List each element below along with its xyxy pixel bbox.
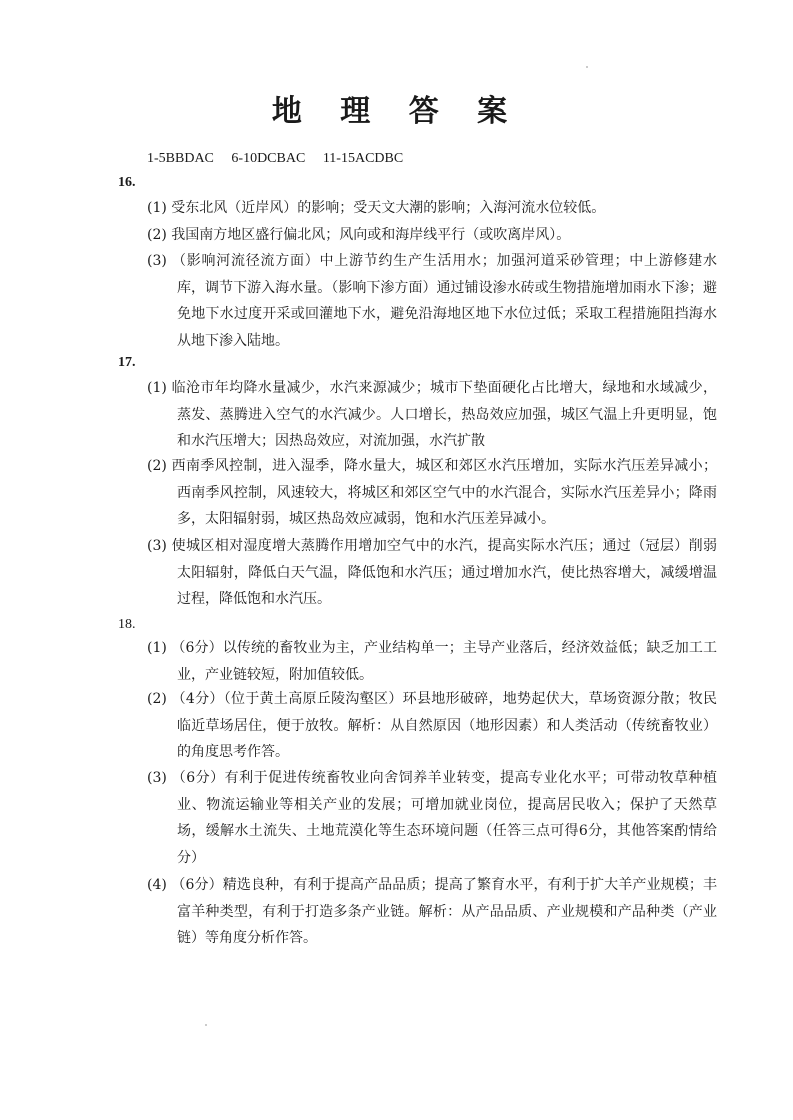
scan-speck: [205, 1024, 207, 1026]
q16-item-1: (1) 受东北风（近岸风）的影响；受天文大潮的影响；入海河流水位较低。: [147, 200, 606, 216]
q18-item-3: (3) （6分）有利于促进传统畜牧业向舍饲养羊业转变，提高专业化水平；可带动牧草种植业、物流运输业等相关产业的发展；可增加就业岗位，提高居民收入；保护了天然草场，缓解水土流失、土地荒漠化等生态环境问题（任答三点可得6分，其他答案酌情给分）: [147, 770, 717, 866]
question-number-16: 16.: [118, 175, 136, 190]
q17-item-3: (3) 使城区相对湿度增大蒸腾作用增加空气中的水汽，提高实际水汽压；通过（冠层）削弱太阳辐射，降低白天气温，降低饱和水汽压；通过增加水汽，使比热容增大，减缓增温过程，降低饱和水汽压。: [147, 538, 717, 607]
q16-item-2: (2) 我国南方地区盛行偏北风；风向或和海岸线平行（或吹离岸风）。: [147, 227, 571, 243]
question-number-18: 18.: [118, 617, 136, 632]
mc-group-3: 11-15ACDBC: [322, 151, 404, 166]
q18-item-2: (2) （4分）（位于黄土高原丘陵沟壑区）环县地形破碎，地势起伏大，草场资源分散；牧民临近草场居住，便于放牧。解析：从自然原因（地形因素）和人类活动（传统畜牧业）的角度思考作答。: [147, 691, 717, 760]
page-title: 地 理 答 案: [271, 94, 522, 129]
scan-speck: [586, 66, 588, 68]
q18-item-1: (1) （6分）以传统的畜牧业为主，产业结构单一；主导产业落后，经济效益低；缺乏加工工业，产业链较短，附加值较低。: [147, 640, 717, 683]
q18-item-4: (4) （6分）精选良种，有利于提高产品品质；提高了繁育水平，有利于扩大羊产业规模；丰富羊种类型，有利于打造多条产业链。解析：从产品品质、产业规模和产品种类（产业链）等角度分析作答。: [147, 877, 717, 946]
q17-item-1: (1) 临沧市年均降水量减少，水汽来源减少；城市下垫面硬化占比增大，绿地和水域减少，蒸发、蒸腾进入空气的水汽减少。人口增长，热岛效应加强，城区气温上升更明显，饱和水汽压增大；因热岛效应，对流加强，水汽扩散: [147, 380, 717, 449]
q16-item-3: (3) （影响河流径流方面）中上游节约生产生活用水；加强河道采砂管理；中上游修建水库，调节下游入海水量。（影响下渗方面）通过铺设渗水砖或生物措施增加雨水下渗；避免地下水过度开采或回灌地下水，避免沿海地区地下水位过低；采取工程措施阻挡海水从地下渗入陆地。: [147, 253, 717, 349]
multiple-choice-answers: [147, 149, 417, 169]
q17-item-2: (2) 西南季风控制，进入湿季，降水量大，城区和郊区水汽压增加，实际水汽压差异减小；西南季风控制，风速较大，将城区和郊区空气中的水汽混合，实际水汽压差异小；降雨多，太阳辐射弱，城区热岛效应减弱，饱和水汽压差异减小。: [147, 458, 717, 527]
question-number-17: 17.: [118, 355, 136, 370]
mc-group-1: 1-5BBDAC: [147, 151, 214, 166]
mc-group-2: 6-10DCBAC: [231, 151, 306, 166]
